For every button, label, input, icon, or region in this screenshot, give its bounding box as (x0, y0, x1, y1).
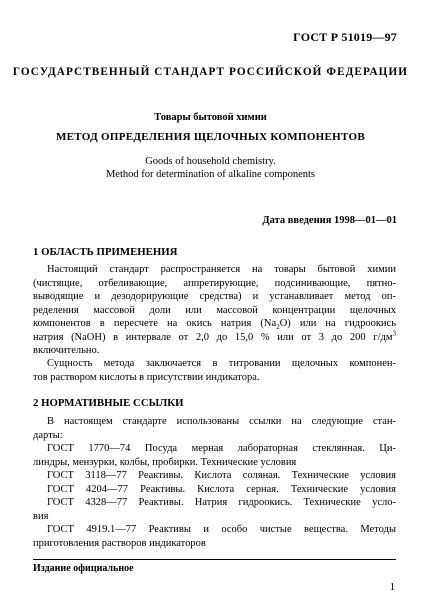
page-number: 1 (389, 582, 395, 593)
footer-divider (33, 559, 396, 560)
subscript: 2 (276, 323, 280, 332)
section-1-heading: 1 ОБЛАСТЬ ПРИМЕНЕНИЯ (33, 246, 178, 258)
text-fragment: натрия (NaOH) в интервале от 2,0 до 15,0 % или от 3 до 200 г/дм (33, 331, 393, 343)
text-line: ределения массовой доли или массовой концентрации щелочных (33, 304, 396, 316)
text-line-with-unit (33, 331, 396, 345)
text-line: включительно. (33, 345, 100, 356)
text-fragment: O) или на гидроокись (279, 318, 396, 329)
section-1-paragraph-1 (33, 263, 396, 358)
reference-line: ГОСТ 1770—74 Посуда мерная лабораторная стеклянная. Ци- (47, 443, 396, 454)
text-line: выводящие и дезодорирующие средства) и устанавливает метод оп- (33, 291, 396, 302)
state-standard-heading: ГОСУДАРСТВЕННЫЙ СТАНДАРТ РОССИЙСКОЙ ФЕДЕРАЦИИ (12, 66, 409, 78)
document-title: МЕТОД ОПРЕДЕЛЕНИЯ ЩЕЛОЧНЫХ КОМПОНЕНТОВ (55, 131, 366, 143)
english-title-line-2: Method for determination of alkaline components (105, 169, 316, 180)
document-topic: Товары бытовой химии (154, 112, 267, 123)
reference-line: вия (33, 510, 49, 522)
reference-line: линдры, мензурки, колбы, пробирки. Технические условия (33, 456, 297, 468)
text-line: Настоящий стандарт распространяется на товары бытовой химии (47, 264, 396, 275)
section-2-heading: 2 НОРМАТИВНЫЕ ССЫЛКИ (33, 397, 184, 409)
text-line: (чистящие, отбеливающие, аппретирующие, подсинивающие, пятно- (33, 277, 396, 289)
text-line: тов раствором кислоты в присутствии индикатора. (33, 371, 260, 383)
text-line: дарты: (33, 429, 63, 441)
reference-line: ГОСТ 4919.1—77 Реактивы и особо чистые вещества. Методы (47, 524, 396, 535)
text-line-with-formula (33, 317, 396, 331)
text-fragment: компонентов в пересчете на окись натрия (Na (33, 318, 277, 329)
section-2-body (33, 415, 396, 550)
introduction-date: Дата введения 1998—01—01 (262, 215, 397, 226)
section-1-paragraph-2 (33, 357, 396, 384)
reference-line: ГОСТ 4204—77 Реактивы. Кислота серная. Технические условия (47, 483, 396, 495)
reference-line: ГОСТ 4328—77 Реактивы. Натрия гидроокись. Технические усло- (47, 497, 396, 508)
text-line: Сущность метода заключается в титровании щелочных компонен- (47, 358, 396, 369)
english-title-line-1: Goods of household chemistry. (145, 156, 276, 167)
reference-line: ГОСТ 3118—77 Реактивы. Кислота соляная. Технические условия (47, 470, 396, 481)
reference-line: приготовления растворов индикаторов (33, 537, 206, 549)
gost-number: ГОСТ Р 51019—97 (293, 30, 397, 44)
text-line: В настоящем стандарте использованы ссылки на следующие стан- (47, 416, 396, 427)
official-edition-label: Издание официальное (33, 563, 134, 574)
superscript: 3 (392, 329, 396, 337)
